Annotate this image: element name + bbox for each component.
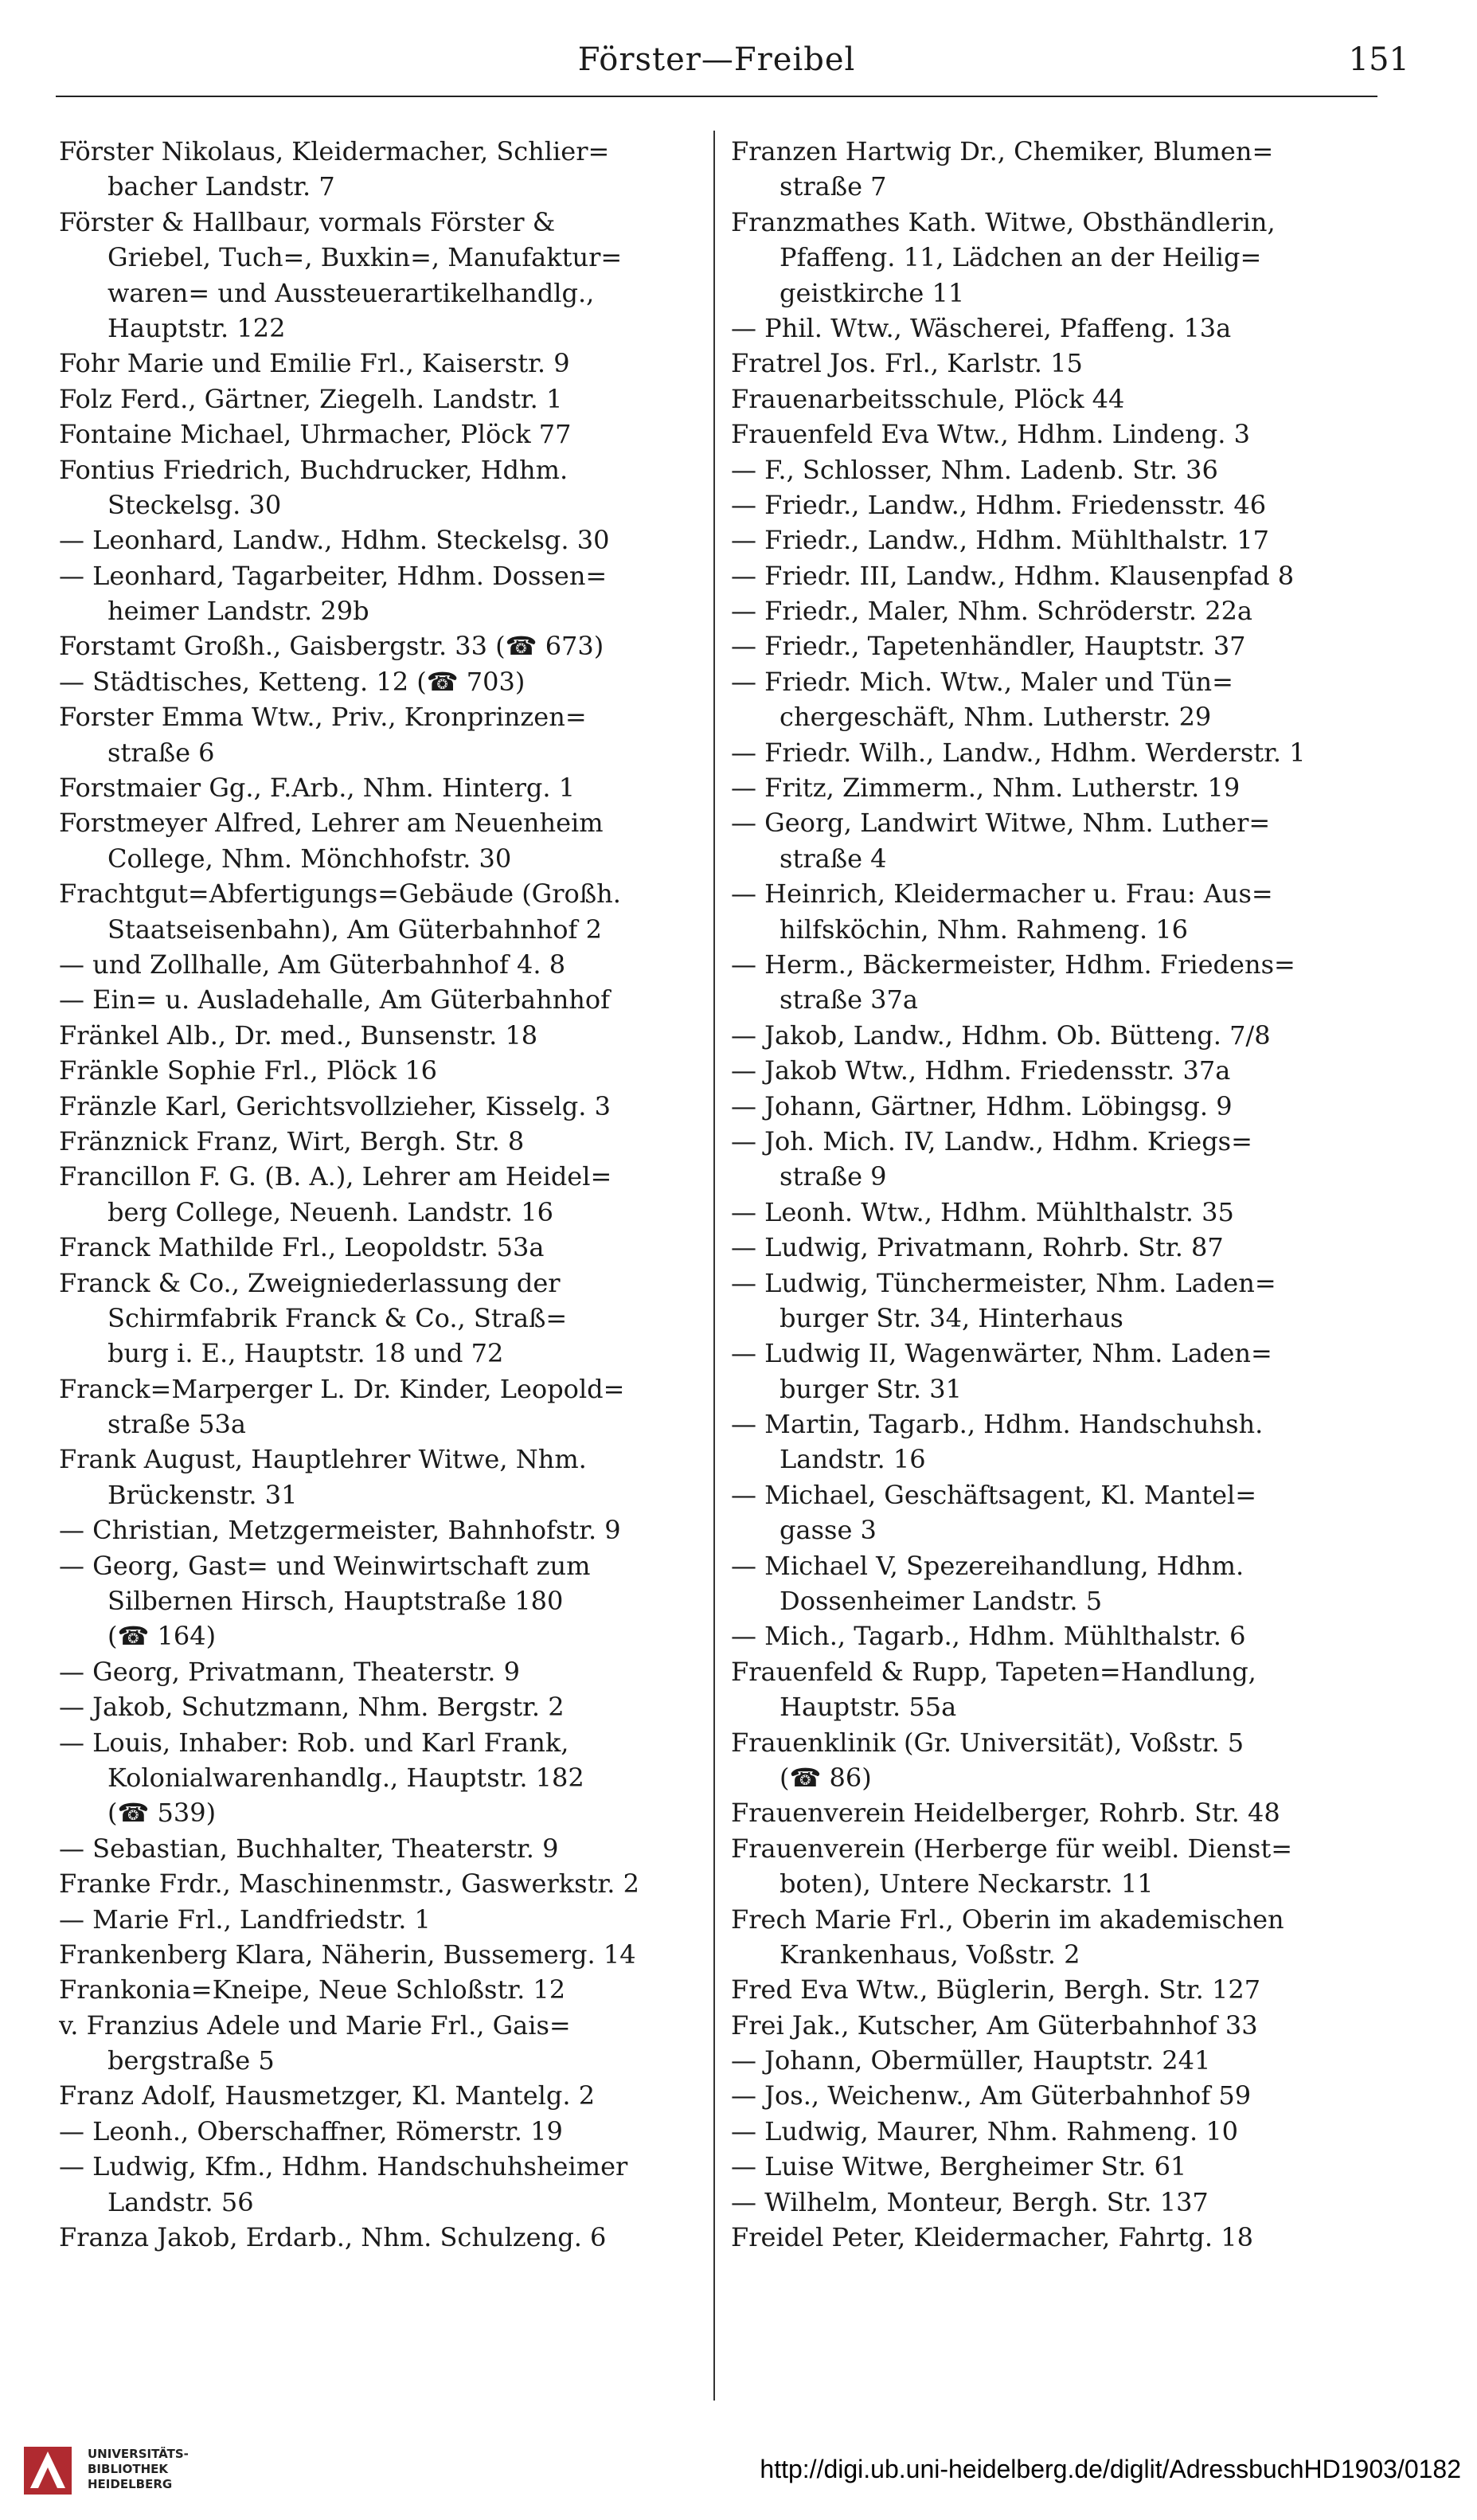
directory-entry-line: Kolonialwarenhandlg., Hauptstr. 182 <box>59 1762 584 1793</box>
directory-entry-line: — Jos., Weichenw., Am Güterbahnhof 59 <box>731 2080 1252 2111</box>
page-footer <box>0 2421 1477 2520</box>
directory-entry-line: Fränkle Sophie Frl., Plöck 16 <box>59 1055 438 1086</box>
library-seal-icon <box>16 2439 80 2502</box>
directory-entry-line: (☎ 539) <box>59 1798 217 1829</box>
directory-entry-line: — Michael, Geschäftsagent, Kl. Mantel= <box>731 1479 1257 1510</box>
directory-entry-line: — Friedr., Maler, Nhm. Schröderstr. 22a <box>731 596 1252 627</box>
directory-entry-line: — Phil. Wtw., Wäscherei, Pfaffeng. 13a <box>731 312 1232 343</box>
directory-entry-line: — Joh. Mich. IV, Landw., Hdhm. Kriegs= <box>731 1125 1252 1156</box>
directory-entry-line: straße 6 <box>59 737 215 768</box>
directory-entry-line: berg College, Neuenh. Landstr. 16 <box>59 1196 553 1227</box>
directory-entry-line: chergeschäft, Nhm. Lutherstr. 29 <box>731 702 1212 733</box>
directory-entry-line: — Jakob, Schutzmann, Nhm. Bergstr. 2 <box>59 1692 565 1723</box>
directory-entry-line: — Heinrich, Kleidermacher u. Frau: Aus= <box>731 878 1273 910</box>
directory-entry-line: hilfsköchin, Nhm. Rahmeng. 16 <box>731 914 1188 945</box>
directory-entry-line: Fränzle Karl, Gerichtsvollzieher, Kisselg. 3 <box>59 1090 611 1121</box>
directory-entry-line: Hauptstr. 55a <box>731 1692 957 1723</box>
directory-entry-line: — Friedr., Tapetenhändler, Hauptstr. 37 <box>731 631 1246 662</box>
directory-entry-line: — und Zollhalle, Am Güterbahnhof 4. 8 <box>59 949 566 980</box>
left-column <box>59 134 712 2255</box>
directory-entry-line: Frankenberg Klara, Näherin, Bussemerg. 14 <box>59 1939 636 1970</box>
directory-entry-line: — Friedr. III, Landw., Hdhm. Klausenpfad 8 <box>731 560 1295 591</box>
directory-entry-line: — Martin, Tagarb., Hdhm. Handschuhsh. <box>731 1409 1264 1440</box>
directory-entry-line: — Michael V, Spezereihandlung, Hdhm. <box>731 1550 1245 1581</box>
directory-entry-line: — Friedr., Landw., Hdhm. Mühlthalstr. 17 <box>731 525 1269 556</box>
directory-entry-line: Frauenfeld Eva Wtw., Hdhm. Lindeng. 3 <box>731 419 1250 450</box>
directory-entry-line: straße 9 <box>731 1161 887 1192</box>
directory-entry-line: — Georg, Gast= und Weinwirtschaft zum <box>59 1550 591 1581</box>
page-header <box>56 41 1409 89</box>
directory-entry-line: — Georg, Landwirt Witwe, Nhm. Luther= <box>731 808 1271 839</box>
directory-entry-line: — Ludwig, Maurer, Nhm. Rahmeng. 10 <box>731 2115 1239 2146</box>
directory-entry-line: — Leonhard, Landw., Hdhm. Steckelsg. 30 <box>59 525 610 556</box>
library-name-line: UNIVERSITÄTS- <box>88 2447 189 2461</box>
directory-entry-line: Fred Eva Wtw., Büglerin, Bergh. Str. 127 <box>731 1974 1261 2005</box>
directory-entry-line: Fontius Friedrich, Buchdrucker, Hdhm. <box>59 454 569 485</box>
library-logo[interactable] <box>16 2436 223 2507</box>
running-head: Förster—Freibel <box>577 41 856 78</box>
directory-entry-line: — Leonh., Oberschaffner, Römerstr. 19 <box>59 2115 563 2146</box>
directory-entry-line: bacher Landstr. 7 <box>59 171 335 202</box>
directory-entry-line: — Ludwig II, Wagenwärter, Nhm. Laden= <box>731 1338 1272 1369</box>
directory-entry-line: Frech Marie Frl., Oberin im akademischen <box>731 1904 1284 1935</box>
right-column <box>731 134 1384 2255</box>
directory-entry-line: — Luise Witwe, Bergheimer Str. 61 <box>731 2151 1187 2182</box>
directory-entry-line: heimer Landstr. 29b <box>59 596 369 627</box>
directory-entry-line: straße 53a <box>59 1409 246 1440</box>
directory-entry-line: Franzmathes Kath. Witwe, Obsthändlerin, <box>731 206 1276 237</box>
source-url-link[interactable]: http://digi.ub.uni-heidelberg.de/diglit/AdressbuchHD1903/0182 <box>760 2455 1461 2483</box>
directory-entry-line: Förster Nikolaus, Kleidermacher, Schlier= <box>59 136 610 166</box>
header-rule <box>56 96 1377 97</box>
directory-entry-line: straße 7 <box>731 171 887 202</box>
directory-entry-line: Silbernen Hirsch, Hauptstraße 180 <box>59 1586 564 1617</box>
directory-entry-line: Frei Jak., Kutscher, Am Güterbahnhof 33 <box>731 2009 1258 2041</box>
directory-entry-line: Landstr. 56 <box>59 2186 254 2217</box>
directory-entry-line: Franck Mathilde Frl., Leopoldstr. 53a <box>59 1232 545 1263</box>
directory-entry-line: — Wilhelm, Monteur, Bergh. Str. 137 <box>731 2186 1209 2217</box>
directory-entry-line: straße 4 <box>731 843 887 874</box>
directory-entry-line: — Leonh. Wtw., Hdhm. Mühlthalstr. 35 <box>731 1196 1234 1227</box>
directory-entry-line: Krankenhaus, Voßstr. 2 <box>731 1939 1080 1970</box>
directory-entry-line: — Johann, Obermüller, Hauptstr. 241 <box>731 2045 1211 2076</box>
directory-entry-line: — Städtisches, Ketteng. 12 (☎ 703) <box>59 666 526 697</box>
directory-entry-line: Franzen Hartwig Dr., Chemiker, Blumen= <box>731 136 1274 166</box>
directory-entry-line: Fratrel Jos. Frl., Karlstr. 15 <box>731 348 1083 379</box>
directory-entry-line: burg i. E., Hauptstr. 18 und 72 <box>59 1338 504 1369</box>
directory-entry-line: (☎ 164) <box>59 1621 217 1652</box>
directory-entry-line: — Louis, Inhaber: Rob. und Karl Frank, <box>59 1727 569 1758</box>
directory-entry-line: Franz Adolf, Hausmetzger, Kl. Mantelg. 2 <box>59 2080 596 2111</box>
page-number: 151 <box>1348 41 1409 78</box>
directory-entry-line: v. Franzius Adele und Marie Frl., Gais= <box>59 2009 571 2041</box>
library-name-line: BIBLIOTHEK <box>88 2462 168 2476</box>
directory-entry-line: — Johann, Gärtner, Hdhm. Löbingsg. 9 <box>731 1090 1233 1121</box>
directory-entry-line: — Leonhard, Tagarbeiter, Hdhm. Dossen= <box>59 560 608 591</box>
directory-entry-line: — Sebastian, Buchhalter, Theaterstr. 9 <box>59 1833 559 1864</box>
column-divider <box>713 131 715 2401</box>
directory-entry-line: Fontaine Michael, Uhrmacher, Plöck 77 <box>59 419 572 450</box>
directory-entry-line: Pfaffeng. 11, Lädchen an der Heilig= <box>731 242 1262 273</box>
directory-entry-line: Frachtgut=Abfertigungs=Gebäude (Großh. <box>59 878 621 910</box>
directory-entry-line: Forster Emma Wtw., Priv., Kronprinzen= <box>59 702 587 733</box>
directory-entry-line: — Mich., Tagarb., Hdhm. Mühlthalstr. 6 <box>731 1621 1246 1652</box>
directory-entry-line: Francillon F. G. (B. A.), Lehrer am Heidel= <box>59 1161 612 1192</box>
directory-entry-line: Frank August, Hauptlehrer Witwe, Nhm. <box>59 1444 587 1475</box>
directory-entry-line: Dossenheimer Landstr. 5 <box>731 1586 1103 1617</box>
directory-entry-line: Forstmaier Gg., F.Arb., Nhm. Hinterg. 1 <box>59 773 576 804</box>
library-name-line: HEIDELBERG <box>88 2477 173 2491</box>
directory-entry-line: — Fritz, Zimmerm., Nhm. Lutherstr. 19 <box>731 773 1241 804</box>
directory-entry-line: Franck & Co., Zweigniederlassung der <box>59 1267 561 1298</box>
directory-entry-line: gasse 3 <box>731 1515 877 1546</box>
directory-entry-line: Frauenverein Heidelberger, Rohrb. Str. 48 <box>731 1798 1280 1829</box>
directory-entry-line: Frauenarbeitsschule, Plöck 44 <box>731 383 1125 414</box>
directory-entry-line: — Jakob, Landw., Hdhm. Ob. Bütteng. 7/8 <box>731 1019 1271 1051</box>
directory-entry-line: Forstmeyer Alfred, Lehrer am Neuenheim <box>59 808 604 839</box>
directory-entry-line: Franck=Marperger L. Dr. Kinder, Leopold= <box>59 1373 625 1404</box>
directory-entry-line: burger Str. 34, Hinterhaus <box>731 1302 1123 1333</box>
directory-entry-line: Brückenstr. 31 <box>59 1479 298 1510</box>
directory-entry-line: Schirmfabrik Franck & Co., Straß= <box>59 1302 568 1333</box>
directory-entry-line: Griebel, Tuch=, Buxkin=, Manufaktur= <box>59 242 623 273</box>
directory-entry-line: (☎ 86) <box>731 1762 872 1793</box>
directory-entry-line: burger Str. 31 <box>731 1373 962 1404</box>
directory-entry-line: — F., Schlosser, Nhm. Ladenb. Str. 36 <box>731 454 1218 485</box>
directory-entry-line: Franke Frdr., Maschinenmstr., Gaswerkstr. 2 <box>59 1868 639 1900</box>
directory-entry-line: Frauenklinik (Gr. Universität), Voßstr. 5 <box>731 1727 1245 1758</box>
directory-entry-line: straße 37a <box>731 984 918 1015</box>
directory-entry-line: boten), Untere Neckarstr. 11 <box>731 1868 1154 1900</box>
directory-entry-line: Fohr Marie und Emilie Frl., Kaiserstr. 9 <box>59 348 570 379</box>
directory-entry-line: Frauenverein (Herberge für weibl. Dienst= <box>731 1833 1293 1864</box>
directory-entry-line: Landstr. 16 <box>731 1444 926 1475</box>
directory-entry-line: Fränkel Alb., Dr. med., Bunsenstr. 18 <box>59 1019 538 1051</box>
directory-entry-line: Frauenfeld & Rupp, Tapeten=Handlung, <box>731 1656 1256 1687</box>
directory-entry-line: — Georg, Privatmann, Theaterstr. 9 <box>59 1656 520 1687</box>
directory-entry-line: Folz Ferd., Gärtner, Ziegelh. Landstr. 1 <box>59 383 563 414</box>
directory-entry-line: — Herm., Bäckermeister, Hdhm. Friedens= <box>731 949 1295 980</box>
directory-entry-line: Staatseisenbahn), Am Güterbahnhof 2 <box>59 914 602 945</box>
directory-entry-line: Freidel Peter, Kleidermacher, Fahrtg. 18 <box>731 2222 1253 2253</box>
directory-entry-line: — Ein= u. Ausladehalle, Am Güterbahnhof <box>59 984 611 1015</box>
directory-entry-line: — Jakob Wtw., Hdhm. Friedensstr. 37a <box>731 1055 1231 1086</box>
directory-entry-line: — Friedr. Mich. Wtw., Maler und Tün= <box>731 666 1233 697</box>
directory-entry-line: — Friedr., Landw., Hdhm. Friedensstr. 46 <box>731 489 1267 520</box>
library-name <box>88 2447 189 2492</box>
directory-entry-line: Steckelsg. 30 <box>59 489 282 520</box>
directory-entry-line: — Friedr. Wilh., Landw., Hdhm. Werderstr. 1 <box>731 737 1306 768</box>
directory-entry-line: Forstamt Großh., Gaisbergstr. 33 (☎ 673) <box>59 631 604 662</box>
directory-entry-line: — Christian, Metzgermeister, Bahnhofstr. 9 <box>59 1515 621 1546</box>
directory-entry-line: — Ludwig, Tünchermeister, Nhm. Laden= <box>731 1267 1276 1298</box>
directory-entry-line: — Marie Frl., Landfriedstr. 1 <box>59 1904 431 1935</box>
directory-entry-line: — Ludwig, Kfm., Hdhm. Handschuhsheimer <box>59 2151 628 2182</box>
directory-entry-line: Hauptstr. 122 <box>59 312 286 343</box>
directory-entry-line: — Ludwig, Privatmann, Rohrb. Str. 87 <box>731 1232 1224 1263</box>
directory-entry-line: bergstraße 5 <box>59 2045 275 2076</box>
directory-entry-line: College, Nhm. Mönchhofstr. 30 <box>59 843 512 874</box>
directory-entry-line: Förster & Hallbaur, vormals Förster & <box>59 206 556 237</box>
directory-entry-line: waren= und Aussteuerartikelhandlg., <box>59 277 595 308</box>
directory-entry-line: geistkirche 11 <box>731 277 965 308</box>
directory-entry-line: Franza Jakob, Erdarb., Nhm. Schulzeng. 6 <box>59 2222 607 2253</box>
directory-entry-line: Frankonia=Kneipe, Neue Schloßstr. 12 <box>59 1974 566 2005</box>
directory-entry-line: Fränznick Franz, Wirt, Bergh. Str. 8 <box>59 1125 525 1156</box>
